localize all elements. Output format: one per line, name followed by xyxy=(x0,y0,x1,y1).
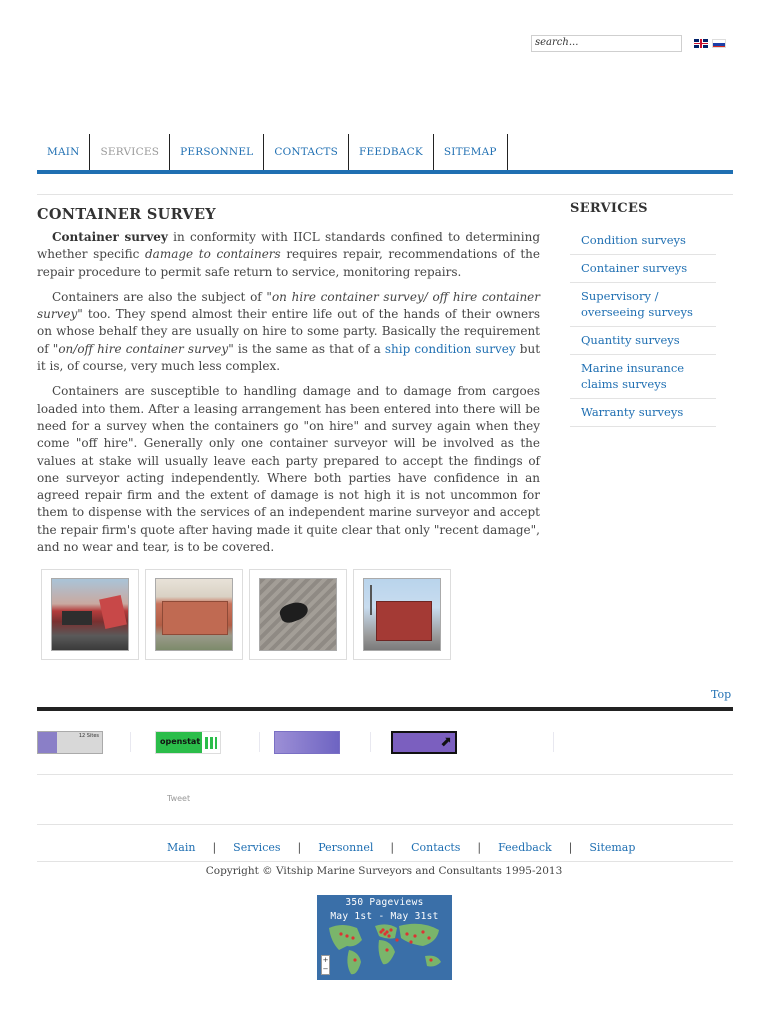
openstat-chart-icon xyxy=(205,737,217,749)
footer-link-main[interactable]: Main xyxy=(167,841,196,854)
container-photo xyxy=(363,578,441,651)
footer-link-sitemap[interactable]: Sitemap xyxy=(589,841,636,854)
footer-separator: | xyxy=(390,841,395,854)
back-to-top-link[interactable]: Top xyxy=(711,688,732,701)
sidebar-item-marine-insurance-claims[interactable]: Marine insurance claims surveys xyxy=(570,355,716,399)
intro-paragraph xyxy=(37,229,540,281)
sidebar-item-container-surveys[interactable]: Container surveys xyxy=(570,255,716,283)
gallery-thumbnail[interactable] xyxy=(145,569,243,660)
copyright: Copyright © Vitship Marine Surveyors and Consultants 1995-2013 xyxy=(205,865,563,877)
footer-link-services[interactable]: Services xyxy=(233,841,281,854)
sidebar-item-warranty-surveys[interactable]: Warranty surveys xyxy=(570,399,716,427)
footer-link-contacts[interactable]: Contacts xyxy=(411,841,461,854)
pageviews-map-widget[interactable] xyxy=(317,895,452,980)
services-sidebar xyxy=(570,227,716,427)
ship-condition-survey-link[interactable]: ship condition survey xyxy=(384,341,516,356)
text: Containers are also the subject of " xyxy=(52,289,272,304)
main-nav xyxy=(37,134,508,171)
hire-paragraph xyxy=(37,289,540,375)
nav-item-feedback[interactable]: FEEDBACK xyxy=(349,134,434,171)
text: but it is, of course, very much less complex. xyxy=(37,341,541,374)
gallery-thumbnail[interactable] xyxy=(41,569,139,660)
damage-paragraph: Containers are susceptible to handling damage and to damage from cargoes loaded into them. After a leasing arrangement has been entered into there will be need for a survey when the containers go "on hire" and survey again when they come "off hire". Generally only one container surveyor will be involved as the values at stake will usually leave each party prepared to accept the findings of one surveyor acting independently. Where both parties have confidence in an agreed repair firm and the extent of damage is not high it is not uncommon for them to dispense with the services of an independent marine surveyor and accept the repair firm's quote after having made it quite clear that only "recent damage", and no wear and tear, is to be covered. xyxy=(37,384,540,555)
footer-separator: | xyxy=(212,841,217,854)
text: " too. They spend almost their entire life out of the hands of their owners on whose behalf they are usually on hire to some party. Basically the requirement of " xyxy=(37,307,540,356)
openstat-counter[interactable] xyxy=(155,731,221,754)
text: in conformity with IICL standards confined to determining whether specific xyxy=(37,230,540,262)
divider xyxy=(37,861,733,862)
gallery-thumbnail[interactable] xyxy=(353,569,451,660)
emphasis: on hire container survey/ off hire container survey xyxy=(37,289,541,322)
gallery-thumbnail[interactable] xyxy=(249,569,347,660)
divider xyxy=(37,194,733,195)
footer-separator: | xyxy=(568,841,573,854)
container-photo xyxy=(259,578,337,651)
divider xyxy=(37,774,733,775)
tweet-button[interactable]: Tweet xyxy=(167,794,191,803)
nav-underline xyxy=(37,170,733,174)
footer-separator: | xyxy=(297,841,302,854)
footer-link-feedback[interactable]: Feedback xyxy=(498,841,552,854)
pageviews-count: 350 Pageviews xyxy=(345,897,424,908)
divider xyxy=(37,824,733,825)
container-photo xyxy=(51,578,129,651)
nav-item-services[interactable]: SERVICES xyxy=(90,134,170,171)
container-photo xyxy=(155,578,233,651)
uk-flag-icon[interactable] xyxy=(694,39,708,48)
page-title: CONTAINER SURVEY xyxy=(37,206,216,223)
nav-item-contacts[interactable]: CONTACTS xyxy=(264,134,349,171)
ru-flag-icon[interactable] xyxy=(712,39,726,48)
footer-link-personnel[interactable]: Personnel xyxy=(318,841,374,854)
emphasis: on/off hire container survey xyxy=(58,341,229,356)
arrow-icon: ⬈ xyxy=(440,734,452,750)
counter-separator xyxy=(259,732,260,752)
counter-widget[interactable] xyxy=(37,731,103,754)
nav-item-sitemap[interactable]: SITEMAP xyxy=(434,134,508,171)
footer-bar xyxy=(37,707,733,711)
counter-text: 12 Sites xyxy=(78,733,99,739)
sidebar-item-condition-surveys[interactable]: Condition surveys xyxy=(570,227,716,255)
text: " is the same as that of a xyxy=(228,341,385,356)
counter-separator xyxy=(130,732,131,752)
pageviews-range: May 1st - May 31st xyxy=(330,911,439,922)
hit-counter[interactable] xyxy=(274,731,340,754)
nav-item-main[interactable]: MAIN xyxy=(37,134,90,171)
counter-separator xyxy=(370,732,371,752)
zoom-controls[interactable]: + − xyxy=(322,956,329,973)
liveinternet-counter[interactable] xyxy=(391,731,457,754)
openstat-label: openstat xyxy=(160,737,201,746)
sidebar-item-quantity-surveys[interactable]: Quantity surveys xyxy=(570,327,716,355)
main-content xyxy=(37,206,540,564)
nav-item-personnel[interactable]: PERSONNEL xyxy=(170,134,264,171)
sidebar-title: SERVICES xyxy=(570,201,648,216)
footer-nav xyxy=(167,841,635,854)
emphasis: damage to containers xyxy=(145,247,281,262)
photo-gallery xyxy=(41,569,451,660)
counter-separator xyxy=(553,732,554,752)
bold-term: Container survey xyxy=(52,230,168,244)
text: requires repair, recommendations of the repair procedure to permit safe return to service, monitoring repairs. xyxy=(37,247,540,279)
search-input[interactable]: search... xyxy=(531,35,682,52)
footer-separator: | xyxy=(477,841,482,854)
world-map-icon xyxy=(317,920,452,980)
sidebar-item-supervisory-surveys[interactable]: Supervisory / overseeing surveys xyxy=(570,283,716,327)
